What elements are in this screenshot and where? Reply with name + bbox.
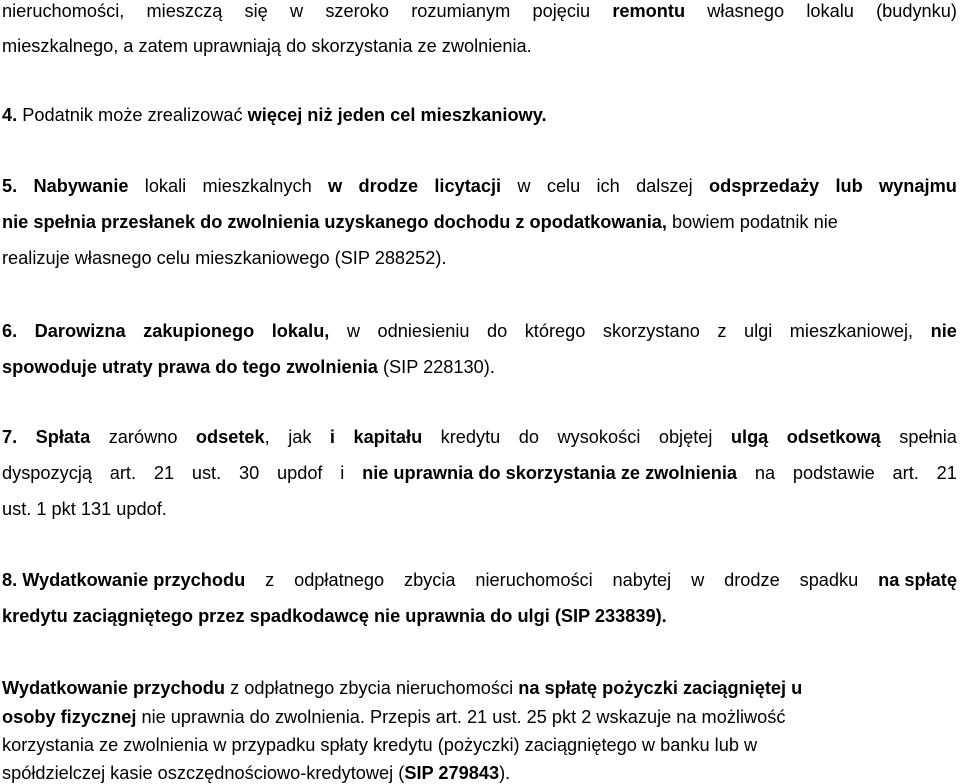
point-6-line-1-word: nie	[930, 321, 957, 341]
point-7-line-1-word-group	[196, 426, 270, 448]
point-7-line-2-word: nie uprawnia do skorzystania ze zwolnienia	[362, 463, 738, 483]
point-5-line-1-word: w	[328, 176, 343, 196]
paragraph-3-line-2	[2, 35, 957, 57]
point-4-text: Podatnik może zrealizować	[17, 105, 248, 125]
point-8-line-1	[2, 569, 957, 591]
point-6-line-1-word: mieszkaniowej,	[789, 321, 914, 341]
point-6-line-2	[2, 356, 957, 378]
closing-text-b: nie uprawnia do zwolnienia. Przepis art. 21 ust. 25 pkt 2 wskazuje na możliwość	[136, 707, 786, 727]
point-7-line-1-word: odsetek	[195, 427, 265, 447]
point-7-line-1-word: kapitału	[353, 427, 423, 447]
point-6-line-1-word: ulgi	[743, 321, 773, 341]
point-6-line-1-word: 6.	[2, 321, 18, 341]
point-8-line-1-word: drodze	[724, 570, 780, 590]
point-5-line-1-word: w	[517, 176, 531, 196]
point-5-text: bowiem podatnik nie	[666, 212, 838, 232]
point-7-line-2-word: podstawie	[792, 463, 875, 483]
closing-line-3	[2, 734, 957, 756]
closing-text-a: z odpłatnego zbycia nieruchomości	[225, 678, 519, 698]
point-7-line-1-word: kredytu	[440, 427, 501, 447]
point-5-text-end: realizuje własnego celu mieszkaniowego (SIP 288252).	[2, 248, 447, 268]
point-7-line-1-word: i	[329, 427, 335, 447]
point-7-line-1	[2, 426, 957, 448]
paragraph-3-line-1-word: rozumianym	[411, 1, 511, 21]
closing-bold-d: SIP 279843	[404, 763, 500, 783]
point-7-line-2-word: ust.	[191, 463, 222, 483]
paragraph-3-line-1-word: własnego	[707, 1, 785, 21]
point-8-line-1-word: 8. Wydatkowanie przychodu	[2, 570, 246, 590]
paragraph-3-line-1	[2, 0, 957, 22]
point-8-bold-text: kredytu zaciągniętego przez spadkodawcę nie uprawnia do ulgi (SIP 233839).	[2, 606, 667, 626]
point-7-line-2	[2, 462, 957, 484]
point-8-line-1-word: na spłatę	[878, 570, 957, 590]
point-7-line-1-word: zarówno	[108, 427, 178, 447]
point-7-line-1-word: do	[518, 427, 540, 447]
point-6-line-1-word: skorzystano	[602, 321, 700, 341]
paragraph-3-line-1-word: pojęciu	[532, 1, 591, 21]
paragraph-3-text: mieszkalnego, a zatem uprawniają do skorzystania ze zwolnienia.	[2, 36, 532, 56]
closing-text-c: korzystania ze zwolnienia w przypadku spłaty kredytu (pożyczki) zaciągniętego w banku lub w	[2, 735, 758, 755]
point-7-line-2-word: 21	[153, 463, 175, 483]
closing-line-2	[2, 706, 957, 728]
point-5-line-1-word: wynajmu	[879, 176, 957, 196]
point-5-line-1-word: drodze	[358, 176, 419, 196]
point-6-line-1-word: do	[486, 321, 508, 341]
point-8-line-1-word: spadku	[799, 570, 859, 590]
point-8-line-1-word: zbycia	[403, 570, 456, 590]
point-7-line-1-word: jak	[288, 427, 312, 447]
point-8-line-1-word: w	[691, 570, 705, 590]
point-4-bold-text: więcej niż jeden cel mieszkaniowy.	[247, 105, 547, 125]
point-6-line-1	[2, 320, 957, 342]
paragraph-3-line-1-word: mieszczą	[146, 1, 223, 21]
point-6-line-1-word: zakupionego	[143, 321, 255, 341]
point-7-line-1-word: wysokości	[557, 427, 641, 447]
paragraph-3-line-1-word: się	[244, 1, 268, 21]
point-5-line-1-word: odsprzedaży	[708, 176, 820, 196]
point-7-line-3	[2, 498, 957, 520]
point-5-line-1-word: Nabywanie	[33, 176, 129, 196]
point-7-line-1-word: 7.	[2, 427, 18, 447]
point-7-line-2-word: art.	[109, 463, 137, 483]
point-6-line-1-word: lokalu,	[271, 321, 330, 341]
point-7-line-2-word: 21	[936, 463, 957, 483]
point-7-line-1-word: objętej	[658, 427, 713, 447]
point-7-line-1-word: odsetkową	[786, 427, 881, 447]
paragraph-3-line-1-word: remontu	[612, 1, 686, 21]
paragraph-3-line-1-word: szeroko	[325, 1, 390, 21]
point-7-line-1-word: spełnia	[899, 427, 957, 447]
point-8-line-1-word: odpłatnego	[294, 570, 385, 590]
point-7-line-2-word: i	[340, 463, 345, 483]
point-5-line-1-word: lokali	[144, 176, 187, 196]
point-7-line-1-word: Spłata	[35, 427, 91, 447]
point-6-line-1-word: którego	[524, 321, 586, 341]
paragraph-3-line-1-word: lokalu	[806, 1, 854, 21]
point-7-line-2-word: 30	[238, 463, 260, 483]
point-5-line-1-word: 5.	[2, 176, 18, 196]
closing-line-1	[2, 677, 957, 699]
point-8-line-1-word: z	[265, 570, 275, 590]
point-5-line-1-word: ich	[596, 176, 620, 196]
closing-bold-a: Wydatkowanie przychodu	[2, 678, 226, 698]
point-5-line-2	[2, 211, 957, 233]
paragraph-3-line-1-word: w	[289, 1, 304, 21]
closing-text-e: ).	[499, 763, 511, 783]
point-5-bold-text: nie spełnia przesłanek do zwolnienia uzyskanego dochodu z opodatkowania,	[2, 212, 667, 232]
point-7-line-2-word: art.	[892, 463, 919, 483]
point-7-line-1-word: ulgą	[730, 427, 769, 447]
point-8-line-1-word: nabytej	[612, 570, 672, 590]
paragraph-3-line-1-word: nieruchomości,	[2, 1, 125, 21]
closing-line-4	[2, 762, 957, 784]
point-5-line-3	[2, 247, 957, 269]
point-7-text-end: ust. 1 pkt 131 updof.	[2, 499, 167, 519]
point-6-line-1-word: z	[717, 321, 727, 341]
point-7-line-2-word: dyspozycją	[2, 463, 92, 483]
point-4-number: 4.	[2, 105, 18, 125]
point-5-line-1-word: celu	[546, 176, 581, 196]
point-7-line-1-word: ,	[264, 427, 270, 447]
point-7-line-2-word: na	[754, 463, 776, 483]
closing-text-d: spółdzielczej kasie oszczędnościowo-kredytowej (	[2, 763, 405, 783]
point-5-line-1-word: dalszej	[636, 176, 693, 196]
point-8-line-1-word: nieruchomości	[475, 570, 593, 590]
closing-bold-c: osoby fizycznej	[2, 707, 137, 727]
point-5-line-1-word: mieszkalnych	[202, 176, 312, 196]
closing-bold-b: na spłatę pożyczki zaciągniętej u	[518, 678, 803, 698]
point-4	[2, 104, 957, 126]
point-7-line-2-word: updof	[276, 463, 323, 483]
point-6-line-1-word: odniesieniu	[377, 321, 470, 341]
paragraph-3-line-1-word: (budynku)	[876, 1, 957, 21]
point-6-text: (SIP 228130).	[377, 357, 495, 377]
point-6-bold-text: spowoduje utraty prawa do tego zwolnienia	[2, 357, 378, 377]
point-6-line-1-word: Darowizna	[34, 321, 126, 341]
point-5-line-1-word: lub	[835, 176, 863, 196]
point-5-line-1	[2, 175, 957, 197]
point-5-line-1-word: licytacji	[434, 176, 502, 196]
point-8-line-2	[2, 605, 957, 627]
point-6-line-1-word: w	[346, 321, 360, 341]
